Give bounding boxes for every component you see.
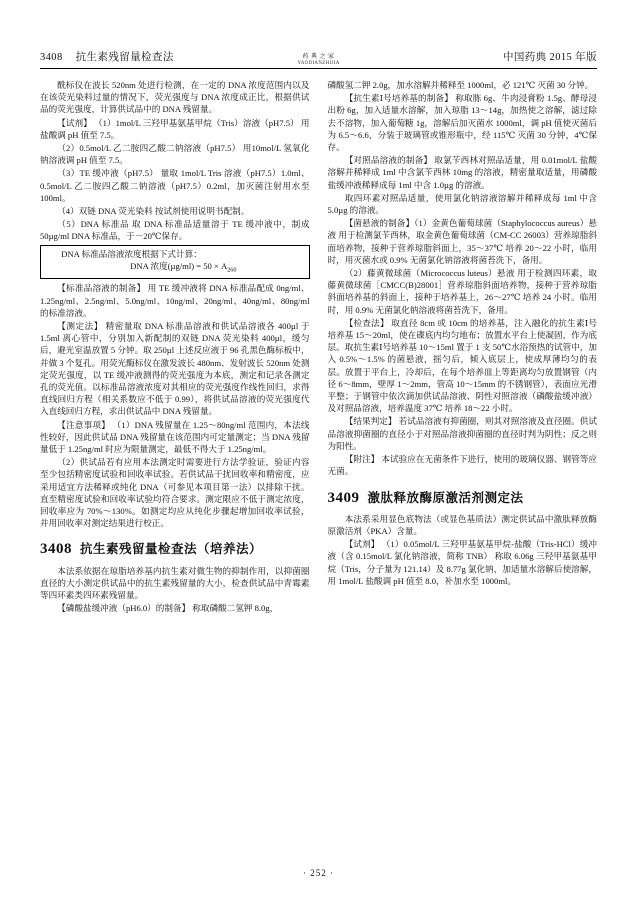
section-heading-3409 <box>328 488 598 509</box>
section-number: 3409 <box>327 489 360 506</box>
section-title: 激肽释放酶原激活剂测定法 <box>367 490 524 505</box>
right-column <box>328 79 598 869</box>
paragraph: 【测定法】 精密量取 DNA 标准品溶液和供试品溶液各 400µl 于 1.5ml 离心管中，分别加入新配制的双链 DNA 荧光染料 400µl，缓匀后，避光室温放置 5 分钟。取 250µl 上述反应液于 96 孔黑色酶标板中，并做 3 个复孔。用荧光酶标仪在激发波长 480nm、发射波长 520nm 处测定荧光强度，以 TE 缓冲液测得的荧光强度为本底，测定和记录各测定孔的荧光值。以标准品溶液浓度对其相应的荧光强度作线性回归，求得直线回归方程（相关系数应不低于 0.99），将供试品溶液的荧光强度代入直线回归方程，求出供试品中 DNA 残留量。 <box>40 320 310 417</box>
dna-concentration-formula <box>44 260 306 276</box>
page-footer: · 252 · <box>303 868 334 878</box>
paragraph: 【抗生素Ⅰ号培养基的制备】 称取胨 6g、牛肉浸膏粉 1.5g、酵母浸出粉 6g，加入适量水溶解，加入琼脂 13～14g，加热使之溶解，滤过除去不溶物，加入葡萄糖 1g，溶解后加灭菌水 1000ml，调 pH 值使灭菌后为 6.5～6.6，分装于玻璃管或锥形瓶中，经 115℃ 灭菌 30 分钟，4℃保存。 <box>327 93 597 153</box>
two-column-body <box>40 79 597 869</box>
paragraph: 【试剂】 （1）1mol/L 三羟甲基氨基甲烷（Tris）溶液（pH7.5） 用盐酸调 pH 值至 7.5。 <box>40 117 310 140</box>
paragraph: （2）供试品若有应用本法测定时需要进行方法学验证，验证内容至少包括精密度试验和回收率试验。若供试品干扰回收率和精密度，应采用适宜方法稀释或纯化 DNA（可参见本项目第一法）以排除干扰。直至精密度试验和回收率试验均符合要求。测定限应不低于测定浓度，回收率应为 70%～130%。如测定均应从纯化步骤起增加回收率试验，并用回收率对测定结果进行校正。 <box>40 457 310 529</box>
paragraph: 【检查法】 取直径 8cm 或 10cm 的培养基，注入融化的抗生素Ⅰ号培养基 15～20ml，使在碟底内均匀地布；放置水平台上使凝固，作为底层。取抗生素Ⅰ号培养基 10～15ml 置于 1 支 50℃水浴预热的试管中，加入 0.5%～1.5% 的菌悬液，摇匀后，倾入底层上，使成厚薄均匀的表层。放置于平台上，冷却后，在每个培养皿上等距离均匀放置钢管（内径 6～8mm，壁厚 1～2mm，管高 10～15mm 的不锈钢管），表面应光滑平整；于钢管中依次滴加供试品溶液、阴性对照溶液（磷酸盐缓冲液）及对照品溶液，培养温度 37℃ 培养 18～22 小时。 <box>327 317 597 414</box>
formula-subscript: 260 <box>227 266 237 274</box>
paragraph: （3）TE 缓冲液（pH7.5） 量取 1mol/L Tris 溶液（pH7.5）1.0ml、0.5mol/L 乙二胺四乙酸二钠溶液（pH7.5）0.2ml，加灭菌注射用水至 100ml。 <box>40 168 310 203</box>
dna-standard-note-box <box>40 245 310 280</box>
watermark-cn: 药 典 之 家 <box>302 54 335 61</box>
paragraph: 【磷酸盐缓冲液（pH6.0）的制备】 称取磷酸二氢钾 8.0g， <box>57 603 279 614</box>
paragraph: 【结果判定】 若试品溶液有抑菌圈，则其对照溶液及直径圈。供试品溶液抑菌圈的直径小于对照品溶液抑菌圈的直径时判为阴性；反之则为阳性。 <box>327 416 597 451</box>
section-title: 抗生素残留量检查法（培养法） <box>80 542 263 557</box>
paragraph: 【试剂】 （1）0.05mol/L 三羟甲基氨基甲烷-盐酸（Tris-HCl）缓冲液（含 0.15mol/L 氯化钠溶液，简称 TNB） 称取 6.06g 三羟甲基氨基甲烷（Tris，分子量为 121.14）及 8.77g 氯化钠，加适量水溶解后使溶解，用 1mol/L 盐酸调 pH 值至 8.0，补加水至 1000ml。 <box>327 539 597 586</box>
paragraph: 【注意事项】 （1）DNA 残留量在 1.25～80ng/ml 范围内，本法线性较好，因此供试品 DNA 残留量在该范围内可定量测定；当 DNA 残留量低于 1.25ng/ml 时应为限量测定，最低不得大于 1.25ng/ml。 <box>40 419 310 454</box>
boxed-note-line: DNA 标准品溶液浓度根据下式计算： <box>61 248 202 259</box>
header-right-title: 中国药典 2015 年版 <box>502 52 597 63</box>
paragraph: 本法系依据在琼脂培养基内抗生素对微生物的抑制作用，以抑菌圈直径的大小测定供试品中的抗生素残留量的大小，检查供试品中青霉素等四环素类四环素残留量。 <box>40 565 310 601</box>
formula-unit: µg/ml <box>170 260 192 271</box>
page-header <box>40 42 597 69</box>
paragraph: 【对照品溶液的制备】 取氯苄西林对照品适量，用 0.01mol/L 盐酸溶解并稀释成 1ml 中含氯苄西林 10mg 的溶液，精密量取适量，用磷酸盐缓冲液稀释成每 1ml 中含 1.0µg 的溶液。 <box>327 155 597 190</box>
paragraph: 取四环素对照品适量，使用氯化钠溶液溶解并稀释成每 1ml 中含 5.0µg 的溶液。 <box>327 192 597 216</box>
paragraph: 本法系采用显色底物法（或显色基质法）测定供试品中激肽释放酶原激活剂（PKA）含量。 <box>327 513 597 536</box>
watermark-stamp <box>297 54 339 66</box>
paragraph: （2）0.5mol/L 乙二胺四乙酸二钠溶液（pH7.5） 用10mol/L 氢氧化钠溶液调 pH 值至 7.5。 <box>40 143 310 166</box>
formula-prefix: DNA 浓度( <box>130 260 171 271</box>
header-page-number: 3408 <box>40 52 63 63</box>
section-number: 3408 <box>40 541 72 558</box>
paragraph: 【菌悬液的制备】（1）金黄色葡萄球菌（Staphylococcus aureus）悬液 用于检测氯苄西林，取金黄色葡萄球菌（CM-CC 26003）营养琼脂斜面培养物，接种于营养琼脂斜面上，35～37℃ 培养 20～22 小时，临用时，用灭菌水或 0.9% 无菌氯化钠溶液将菌苔洗下，备用。 <box>327 218 597 265</box>
left-column <box>40 79 310 869</box>
paragraph: （5）DNA 标准品 取 DNA 标准品适量溶于 TE 缓冲液中，制成 50µg/ml DNA 标准品，于－20℃保存。 <box>40 219 310 242</box>
header-left <box>40 49 174 64</box>
watermark-en: YAODIANZHIJIA <box>297 60 340 66</box>
paragraph: 【附注】 本试验应在无菌条件下进行，使用的玻璃仪器、钢管等应无菌。 <box>327 454 597 477</box>
paragraph: 酰标仪在波长 520nm 处进行检测，在一定的 DNA 浓度范围内以及在该荧光染料过量的情况下，荧光强度与 DNA 浓度成正比，根据供试品的荧光强度，计算供试品中的 DNA 残留量。 <box>40 80 310 115</box>
paragraph: 磷酸氢二钾 2.0g，加水溶解并稀释至 1000ml，必 121℃ 灭菌 30 分钟。 <box>327 80 594 90</box>
formula-suffix: ) = 50 × A <box>191 260 228 271</box>
header-left-title: 抗生素残留量检查法 <box>75 52 174 63</box>
paragraph: （4）双链 DNA 荧光染料 按试剂使用说明书配制。 <box>57 206 250 217</box>
section-heading-3408 <box>40 539 310 560</box>
paragraph: （2）藤黄微球菌（Micrococcus luteus）悬液 用于检测四环素，取藤黄微球菌［CMCC(B)28001］营养琼脂斜面培养物，接种于营养琼脂斜面培养基的斜面上，接种于培养基上，26～27℃ 培养 24 小时。临用时，用 0.9% 无菌氯化钠溶液将菌苔洗下，备用。 <box>327 268 597 315</box>
paragraph: 【标准品溶液的制备】 用 TE 缓冲液将 DNA 标准品配成 0ng/ml、1.25ng/ml、2.5ng/ml、5.0ng/ml、10ng/ml、20ng/ml、40ng/ml、80ng/ml 的标准溶液。 <box>40 283 310 318</box>
